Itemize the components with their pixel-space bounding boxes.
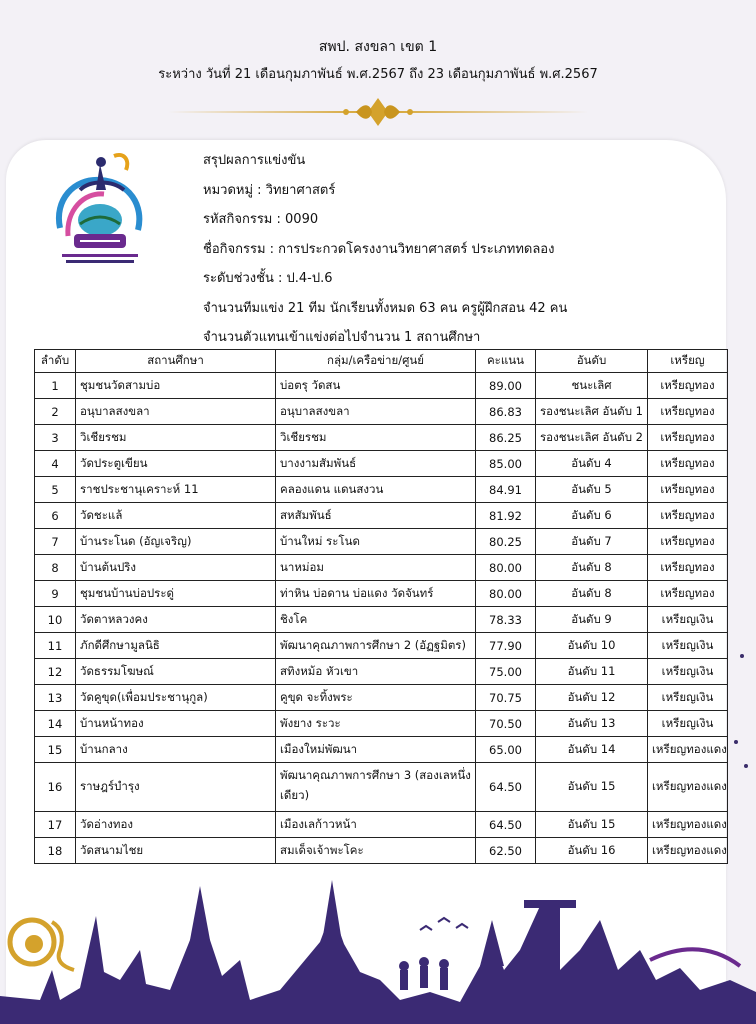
cell-group: พัฒนาคุณภาพการศึกษา 3 (สองเลหนึ่งเดียว) [276,763,476,812]
cell-medal: เหรียญทอง [648,581,728,607]
cell-rank: อันดับ 12 [536,685,648,711]
cell-group: สมเด็จเจ้าพะโคะ [276,838,476,864]
cell-group: พัฒนาคุณภาพการศึกษา 2 (อัฏฐมิตร) [276,633,476,659]
level-line: ระดับช่วงชั้น : ป.4-ป.6 [203,271,333,286]
cell-group: บ่อตรุ วัดสน [276,373,476,399]
cell-rank: อันดับ 15 [536,763,648,812]
competition-info [203,150,703,357]
results-table [34,349,728,864]
office-title: สพป. สงขลา เขต 1 [318,39,438,55]
cell-score: 86.25 [476,425,536,451]
cell-score: 62.50 [476,838,536,864]
cell-school: ราษฎร์บำรุง [76,763,276,812]
cell-rank: อันดับ 8 [536,555,648,581]
cell-school: ชุมชนวัดสามบ่อ [76,373,276,399]
cell-rank: อันดับ 11 [536,659,648,685]
cell-medal: เหรียญเงิน [648,685,728,711]
date-range: ระหว่าง วันที่ 21 เดือนกุมภาพันธ์ พ.ศ.2567 ถึง 23 เดือนกุมภาพันธ์ พ.ศ.2567 [158,67,598,82]
gold-ornament-divider [168,92,588,132]
cell-no: 6 [35,503,76,529]
cell-school: วัดสนามไชย [76,838,276,864]
cell-school: บ้านต้นปริง [76,555,276,581]
decor-dot [744,764,748,768]
cell-score: 84.91 [476,477,536,503]
cell-medal: เหรียญเงิน [648,607,728,633]
cell-rank: อันดับ 15 [536,812,648,838]
cell-medal: เหรียญทอง [648,503,728,529]
cell-group: พังยาง ระวะ [276,711,476,737]
cell-rank: อันดับ 16 [536,838,648,864]
cell-medal: เหรียญทองแดง [648,812,728,838]
cell-school: วัดตาหลวงคง [76,607,276,633]
cell-no: 12 [35,659,76,685]
cell-medal: เหรียญเงิน [648,659,728,685]
cell-group: ท่าหิน บ่อดาน บ่อแดง วัดจันทร์ [276,581,476,607]
cell-school: วัดอ่างทอง [76,812,276,838]
cell-school: บ้านหน้าทอง [76,711,276,737]
category-line: หมวดหมู่ : วิทยาศาสตร์ [203,182,336,198]
cell-school: อนุบาลสงขลา [76,399,276,425]
cell-school: วัดคูขุด(เพื่อมประชานุกูล) [76,685,276,711]
activity-name-line: ชื่อกิจกรรม : การประกวดโครงงานวิทยาศาสตร์ ประเภททดลอง [203,241,555,257]
cell-group: บ้านใหม่ ระโนด [276,529,476,555]
cell-medal: เหรียญทองแดง [648,763,728,812]
cell-no: 4 [35,451,76,477]
cell-no: 7 [35,529,76,555]
cell-group: วิเชียรชม [276,425,476,451]
cell-rank: อันดับ 9 [536,607,648,633]
cell-score: 89.00 [476,373,536,399]
cell-no: 14 [35,711,76,737]
table-row [35,581,728,607]
table-row [35,373,728,399]
cell-no: 8 [35,555,76,581]
cell-rank: อันดับ 10 [536,633,648,659]
header-medal: เหรียญ [648,350,728,373]
cell-no: 18 [35,838,76,864]
cell-group: สทิงหม้อ หัวเขา [276,659,476,685]
cell-school: ราชประชานุเคราะห์ 11 [76,477,276,503]
cell-score: 70.50 [476,711,536,737]
table-header-row [35,350,728,373]
cell-medal: เหรียญเงิน [648,711,728,737]
page-header [0,0,756,150]
cell-school: ภักดีศึกษามูลนิธิ [76,633,276,659]
competition-logo-icon [50,150,150,270]
cell-score: 78.33 [476,607,536,633]
cell-school: บ้านกลาง [76,737,276,763]
header-no: ลำดับ [35,350,76,373]
table-row [35,477,728,503]
cell-school: ชุมชนบ้านบ่อประดู่ [76,581,276,607]
cell-rank: อันดับ 13 [536,711,648,737]
cell-medal: เหรียญทองแดง [648,737,728,763]
cell-no: 5 [35,477,76,503]
table-row [35,763,728,812]
table-row [35,607,728,633]
table-row [35,451,728,477]
cell-no: 17 [35,812,76,838]
cell-score: 85.00 [476,451,536,477]
table-row [35,659,728,685]
cell-school: วิเชียรชม [76,425,276,451]
cell-no: 9 [35,581,76,607]
participants-line: จำนวนทีมแข่ง 21 ทีม นักเรียนทั้งหมด 63 คน ครูผู้ฝึกสอน 42 คน [203,300,568,316]
decor-dot [740,654,744,658]
cell-rank: ชนะเลิศ [536,373,648,399]
cell-no: 10 [35,607,76,633]
cell-medal: เหรียญทอง [648,451,728,477]
cell-group: เมืองใหม่พัฒนา [276,737,476,763]
table-row [35,711,728,737]
cell-medal: เหรียญทอง [648,425,728,451]
cell-group: นาหม่อม [276,555,476,581]
cell-score: 64.50 [476,812,536,838]
header-school: สถานศึกษา [76,350,276,373]
cell-rank: รองชนะเลิศ อันดับ 1 [536,399,648,425]
cell-score: 77.90 [476,633,536,659]
cell-score: 70.75 [476,685,536,711]
cell-rank: อันดับ 14 [536,737,648,763]
cell-score: 80.00 [476,555,536,581]
cell-school: วัดประตูเขียน [76,451,276,477]
cell-medal: เหรียญทอง [648,477,728,503]
cell-group: คลองแดน แดนสงวน [276,477,476,503]
temple-skyline-footer [0,880,756,1024]
cell-school: วัดธรรมโฆษณ์ [76,659,276,685]
cell-score: 80.25 [476,529,536,555]
cell-group: เมืองเลก้าวหน้า [276,812,476,838]
cell-score: 80.00 [476,581,536,607]
cell-medal: เหรียญทอง [648,399,728,425]
cell-score: 86.83 [476,399,536,425]
cell-no: 16 [35,763,76,812]
cell-group: บางงามสัมพันธ์ [276,451,476,477]
cell-score: 81.92 [476,503,536,529]
table-row [35,399,728,425]
cell-rank: อันดับ 8 [536,581,648,607]
cell-group: สหสัมพันธ์ [276,503,476,529]
header-group: กลุ่ม/เครือข่าย/ศูนย์ [276,350,476,373]
cell-group: ชิงโค [276,607,476,633]
activity-code-line: รหัสกิจกรรม : 0090 [203,212,319,227]
cell-medal: เหรียญทอง [648,373,728,399]
cell-group: อนุบาลสงขลา [276,399,476,425]
cell-rank: อันดับ 6 [536,503,648,529]
cell-no: 13 [35,685,76,711]
cell-medal: เหรียญทอง [648,529,728,555]
table-row [35,633,728,659]
cell-group: คูขุด จะทิ้งพระ [276,685,476,711]
cell-rank: อันดับ 7 [536,529,648,555]
table-row [35,529,728,555]
cell-no: 2 [35,399,76,425]
cell-school: บ้านระโนด (อัญเจริญ) [76,529,276,555]
cell-school: วัดชะแล้ [76,503,276,529]
summary-heading: สรุปผลการแข่งขัน [203,153,306,168]
cell-score: 75.00 [476,659,536,685]
table-row [35,685,728,711]
table-body [35,373,728,864]
header-rank: อันดับ [536,350,648,373]
cell-medal: เหรียญเงิน [648,633,728,659]
cell-no: 11 [35,633,76,659]
cell-rank: อันดับ 5 [536,477,648,503]
cell-no: 1 [35,373,76,399]
cell-rank: รองชนะเลิศ อันดับ 2 [536,425,648,451]
cell-no: 15 [35,737,76,763]
header-score: คะแนน [476,350,536,373]
decor-dot [734,740,738,744]
cell-no: 3 [35,425,76,451]
cell-score: 64.50 [476,763,536,812]
representatives-line: จำนวนตัวแทนเข้าแข่งต่อไปจำนวน 1 สถานศึกษา [203,330,481,345]
table-row [35,503,728,529]
table-row [35,425,728,451]
table-row [35,555,728,581]
cell-medal: เหรียญทอง [648,555,728,581]
cell-score: 65.00 [476,737,536,763]
cell-medal: เหรียญทองแดง [648,838,728,864]
table-row [35,737,728,763]
table-row [35,812,728,838]
cell-rank: อันดับ 4 [536,451,648,477]
table-row [35,838,728,864]
